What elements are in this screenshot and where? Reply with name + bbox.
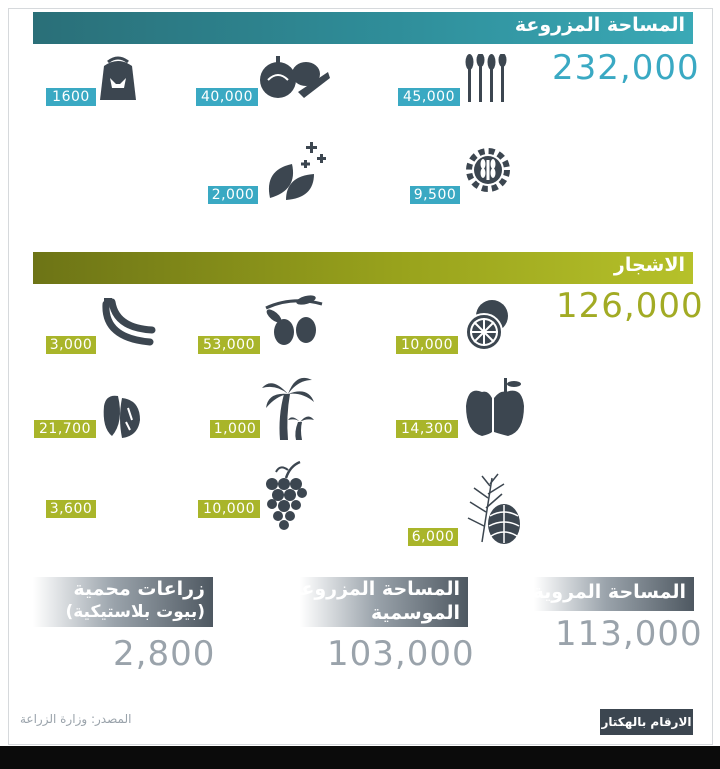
greenhouse-box <box>33 577 213 627</box>
citrus-value: 10,000 <box>396 336 458 354</box>
stone-fruits-value: 21,700 <box>34 420 96 438</box>
tropical-value: 1,000 <box>210 420 260 438</box>
almond-icon <box>100 392 144 440</box>
vegetables-value: 40,000 <box>196 88 258 106</box>
greenhouse-label-1: زراعات محمية <box>73 578 205 600</box>
cultivated-total: 232,000 <box>552 48 700 88</box>
fodder-sack-icon <box>96 54 140 102</box>
trees-total: 126,000 <box>556 286 704 326</box>
seasonal-box <box>289 577 468 627</box>
irrigated-label: المساحة المروية <box>532 581 686 603</box>
fodder-value: 1600 <box>46 88 96 106</box>
pome-fruits-value: 14,300 <box>396 420 458 438</box>
irrigated-value: 113,000 <box>555 614 703 654</box>
seasonal-value: 103,000 <box>327 634 475 674</box>
industrial-crops-value: 9,500 <box>410 186 460 204</box>
cultivated-title: المساحة المزروعة <box>514 14 685 36</box>
greenhouse-value: 2,800 <box>113 634 216 674</box>
gear-wheat-icon <box>462 144 514 196</box>
apples-icon <box>462 376 526 438</box>
olives-value: 53,000 <box>198 336 260 354</box>
grains-value: 45,000 <box>398 88 460 106</box>
trees-banner <box>33 252 693 284</box>
source-note: المصدر: وزارة الزراعة <box>20 712 132 726</box>
pine-cone-icon <box>462 472 526 546</box>
bananas-value: 3,000 <box>46 336 96 354</box>
leaves-sparkle-icon <box>262 140 328 202</box>
trees-title: الاشجار <box>613 254 685 276</box>
unit-note: الارقام بالهكتار <box>600 709 693 735</box>
medicinal-plants-value: 2,000 <box>208 186 258 204</box>
greenhouse-label-2: (بيوت بلاستيكية) <box>65 602 205 622</box>
olive-branch-icon <box>262 294 324 352</box>
seasonal-label-1: المساحة المزروعة <box>289 578 460 600</box>
vegetables-icon <box>258 52 332 102</box>
grapes-icon <box>262 460 310 530</box>
citrus-icon <box>462 292 514 354</box>
pine-nuts-value: 6,000 <box>408 528 458 546</box>
vines-value: 10,000 <box>198 500 260 518</box>
others-value: 3,600 <box>46 500 96 518</box>
cultivated-banner <box>33 12 693 44</box>
irrigated-box <box>534 577 694 611</box>
banana-icon <box>98 298 156 350</box>
wheat-icon <box>460 54 512 102</box>
palm-tree-icon <box>262 372 314 442</box>
bottom-bar <box>0 746 720 769</box>
seasonal-label-2: الموسمية <box>371 602 460 624</box>
